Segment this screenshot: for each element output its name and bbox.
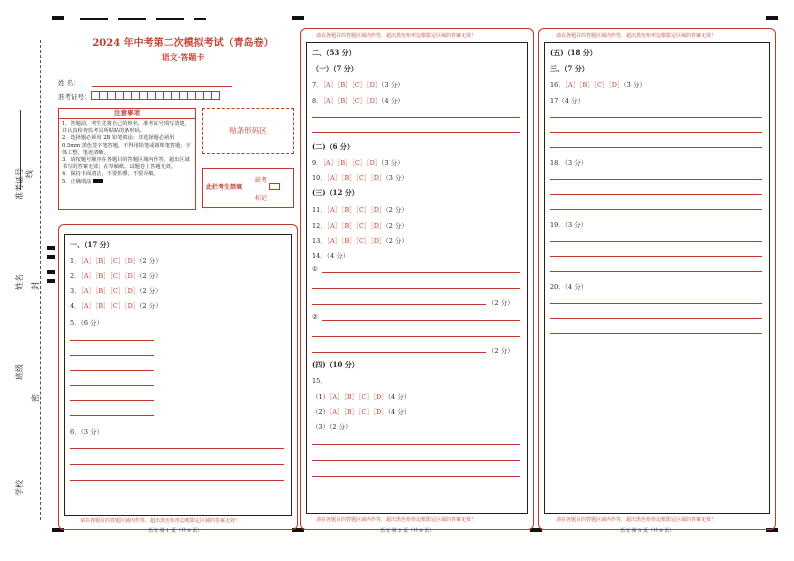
page-subtitle: 语文·答题卡	[161, 52, 205, 62]
registration-mark	[47, 255, 55, 259]
answer-line[interactable]	[550, 209, 762, 210]
notice-item: 3．请按题号顺序在各题目的答题区域内作答，超出区域书写的答案无效；在草稿纸、试题卷上答题无效。	[62, 157, 190, 171]
question-7[interactable]	[312, 80, 404, 89]
answer-line[interactable]	[312, 132, 520, 133]
answer-line[interactable]	[312, 352, 486, 353]
warning-text: 请在各题目的答题区域内作答，超出黑色矩形边框限定区域的答案无效！	[316, 517, 477, 523]
question-number: 11．	[312, 206, 327, 214]
answer-line[interactable]	[550, 194, 762, 195]
question-number: 7．	[312, 81, 323, 89]
answer-line[interactable]	[70, 370, 154, 371]
question-9[interactable]	[312, 158, 404, 167]
exam-no-label: 准考证号：	[58, 93, 91, 101]
answer-options[interactable]: ［A］［B］［C］［D］	[322, 159, 382, 167]
answer-line[interactable]	[312, 476, 520, 477]
answer-options[interactable]: ［A］［B］［C］［D］	[564, 81, 624, 89]
barcode-area	[202, 108, 294, 154]
question-15-1[interactable]	[312, 392, 410, 401]
answer-line[interactable]	[70, 448, 284, 449]
question-number: 10．	[312, 174, 327, 182]
points: （2 分）	[139, 272, 162, 280]
points: （4 分）	[381, 97, 404, 105]
forbidden-label: 此栏考生禁填	[206, 184, 243, 191]
answer-options[interactable]: ［A］［B］［C］［D］	[329, 408, 388, 416]
points: （4 分）	[387, 393, 411, 401]
registration-mark	[47, 279, 55, 283]
points: （2 分）	[488, 347, 514, 355]
question-number: 12．	[312, 222, 327, 230]
warning-text: 请在各题目的答题区域内作答，超出黑色矩形边框限定区域的答案无效！	[556, 33, 717, 39]
name-label: 姓 名：	[58, 79, 80, 87]
answer-line[interactable]	[322, 272, 520, 273]
registration-mark	[80, 18, 108, 20]
notice-item-label: 5．正确填涂	[62, 178, 92, 185]
fill-sample-icon	[93, 179, 103, 183]
notice-title: 注意事项	[59, 109, 195, 119]
notice-item: 1．答题前，考生先将自己的姓名，准考证号填写清楚，并认真检查监考员所粘贴的条形码。	[62, 121, 190, 135]
warning-text: 请在各题目的答题区域内作答，超出黑色矩形边框限定区域的答案无效！	[316, 33, 477, 39]
points: （2 分）	[488, 299, 514, 307]
question-number: 16．	[550, 81, 565, 89]
side-label-class: 班级	[15, 364, 24, 380]
answer-line[interactable]	[550, 179, 762, 180]
side-label-name: 姓名	[15, 274, 24, 290]
question-13[interactable]	[312, 236, 408, 245]
subsection-5-title: (五)（18 分）	[550, 48, 597, 57]
question-number: 3．	[70, 287, 81, 295]
points: （2 分）	[139, 257, 162, 265]
notice-item: 2．选择题必须用 2B 铅笔填涂；非选择题必须用 0.5mm 黑色签字笔答题，不得用铅笔或圆珠笔答题；字体工整、笔迹清晰。	[62, 135, 191, 156]
warning-text: 请在各题目的答题区域内作答，超出黑色矩形边框限定区域的答案无效！	[80, 518, 241, 524]
exam-no-field[interactable]	[91, 91, 219, 100]
subsection-1-title: （一）（7 分）	[312, 64, 358, 73]
section-3-title: 三、（7 分）	[550, 64, 589, 73]
answer-line[interactable]	[550, 318, 762, 319]
answer-options[interactable]: ［A］［B］［C］［D］	[80, 287, 140, 295]
question-15-3: （3）（2 分）	[312, 423, 352, 431]
question-3[interactable]	[70, 286, 162, 295]
points: （3 分）	[381, 159, 404, 167]
question-number: （2）	[312, 408, 330, 416]
absent-checkbox[interactable]	[269, 183, 280, 190]
points: （2 分）	[385, 237, 408, 245]
side-label-school: 学校	[15, 480, 24, 496]
subsection-2-title: (二)（6 分）	[312, 142, 354, 151]
question-4[interactable]	[70, 301, 162, 310]
binding-line	[40, 40, 41, 520]
question-number: 2．	[70, 272, 81, 280]
answer-options[interactable]: ［A］［B］［C］［D］	[322, 81, 382, 89]
answer-options[interactable]: ［A］［B］［C］［D］	[326, 222, 386, 230]
answer-options[interactable]: ［A］［B］［C］［D］	[329, 393, 388, 401]
answer-line[interactable]	[70, 415, 154, 416]
registration-mark	[156, 18, 184, 20]
answer-line[interactable]	[312, 444, 520, 445]
section-2-title: 二、（53 分）	[312, 48, 356, 57]
answer-line[interactable]	[322, 320, 520, 321]
notice-item	[62, 179, 192, 186]
subsection-3-title: (三)（12 分）	[312, 188, 359, 197]
notice-item: 4．保持卡面清洁，不要折叠、不要弄破。	[62, 171, 159, 178]
question-number: 8．	[312, 97, 323, 105]
answer-options[interactable]: ［A］［B］［C］［D］	[322, 97, 382, 105]
answer-options[interactable]: ［A］［B］［C］［D］	[326, 174, 386, 182]
answer-line[interactable]	[550, 271, 762, 272]
side-label-exam-no: 准考证号	[15, 168, 24, 200]
answer-line[interactable]	[70, 340, 154, 341]
question-5: 5．（6 分）	[70, 319, 104, 327]
answer-line[interactable]	[70, 400, 154, 401]
points: （3 分）	[385, 174, 408, 182]
circled-2: ②	[312, 313, 318, 321]
question-number: 9．	[312, 159, 323, 167]
side-fill-line	[20, 110, 21, 190]
answer-box-3	[544, 42, 770, 514]
answer-line[interactable]	[312, 460, 520, 461]
points: （2 分）	[385, 222, 408, 230]
answer-line[interactable]	[70, 355, 154, 356]
answer-line[interactable]	[550, 147, 762, 148]
answer-line[interactable]	[70, 464, 284, 465]
points: （2 分）	[385, 206, 408, 214]
question-number: 13．	[312, 237, 327, 245]
registration-mark	[194, 18, 206, 20]
question-10[interactable]	[312, 173, 408, 182]
registration-mark	[52, 16, 64, 20]
side-label-secret: 密	[31, 394, 40, 402]
page-footer: 语文 第 1 页（共 6 页）	[148, 528, 203, 534]
points: （4 分）	[387, 408, 411, 416]
question-6: 6．（3 分）	[70, 428, 104, 436]
points: （3 分）	[381, 81, 404, 89]
question-number: （1）	[312, 393, 330, 401]
points: （2 分）	[139, 302, 162, 310]
answer-line[interactable]	[70, 480, 284, 481]
page-footer: 语文 第 2 页（共 6 页）	[380, 528, 435, 534]
question-2[interactable]	[70, 271, 162, 280]
notice-box	[58, 108, 196, 210]
answer-options[interactable]: ［A］［B］［C］［D］	[326, 237, 386, 245]
subsection-4-title: (四)（10 分）	[312, 360, 359, 369]
question-number: 4．	[70, 302, 81, 310]
side-label-line: 线	[25, 170, 34, 178]
question-20: 20．（4 分）	[550, 283, 588, 291]
question-15-2[interactable]	[312, 407, 410, 416]
name-field[interactable]	[92, 86, 232, 87]
question-number: 1．	[70, 257, 81, 265]
question-8[interactable]	[312, 96, 404, 105]
warning-text: 请在各题目的答题区域内作答，超出黑色矩形边框限定区域的答案无效！	[556, 517, 717, 523]
forbidden-box	[202, 168, 294, 208]
section-1-title: 一、（17 分）	[70, 240, 114, 249]
question-12[interactable]	[312, 221, 408, 230]
points: （2 分）	[139, 287, 162, 295]
answer-line[interactable]	[550, 117, 762, 118]
registration-mark	[292, 16, 304, 20]
points: （3 分）	[623, 81, 646, 89]
answer-options[interactable]: ［A］［B］［C］［D］	[80, 257, 140, 265]
mark-label: 标记	[255, 195, 268, 202]
answer-options[interactable]: ［A］［B］［C］［D］	[80, 302, 140, 310]
page-footer: 语文 第 3 页（共 6 页）	[620, 528, 675, 534]
answer-line[interactable]	[312, 117, 520, 118]
answer-line[interactable]	[550, 303, 762, 304]
answer-line[interactable]	[70, 385, 154, 386]
registration-mark	[118, 18, 146, 20]
answer-line[interactable]	[550, 132, 762, 133]
question-16[interactable]	[550, 80, 646, 89]
answer-line[interactable]	[312, 336, 520, 337]
answer-line[interactable]	[550, 333, 762, 334]
question-18: 18．（3 分）	[550, 159, 588, 167]
page-title: 2024 年中考第二次模拟考试（青岛卷）	[92, 38, 274, 49]
answer-line[interactable]	[550, 256, 762, 257]
registration-mark	[766, 16, 778, 20]
registration-mark	[47, 246, 55, 250]
question-11[interactable]	[312, 205, 408, 214]
question-17: 17（4 分）	[550, 97, 584, 105]
question-19: 19．（3 分）	[550, 221, 588, 229]
side-label-seal: 封	[31, 282, 40, 290]
answer-options[interactable]: ［A］［B］［C］［D］	[80, 272, 140, 280]
question-1[interactable]	[70, 256, 162, 265]
answer-line[interactable]	[550, 241, 762, 242]
answer-options[interactable]: ［A］［B］［C］［D］	[326, 206, 386, 214]
question-15: 15．	[312, 377, 327, 385]
barcode-label: 贴条形码区	[229, 126, 267, 135]
absent-label: 缺考	[255, 177, 268, 184]
question-14: 14．（4 分）	[312, 252, 350, 260]
answer-line[interactable]	[312, 288, 520, 289]
answer-line[interactable]	[312, 304, 486, 305]
registration-mark	[47, 270, 55, 274]
circled-1: ①	[312, 265, 318, 273]
